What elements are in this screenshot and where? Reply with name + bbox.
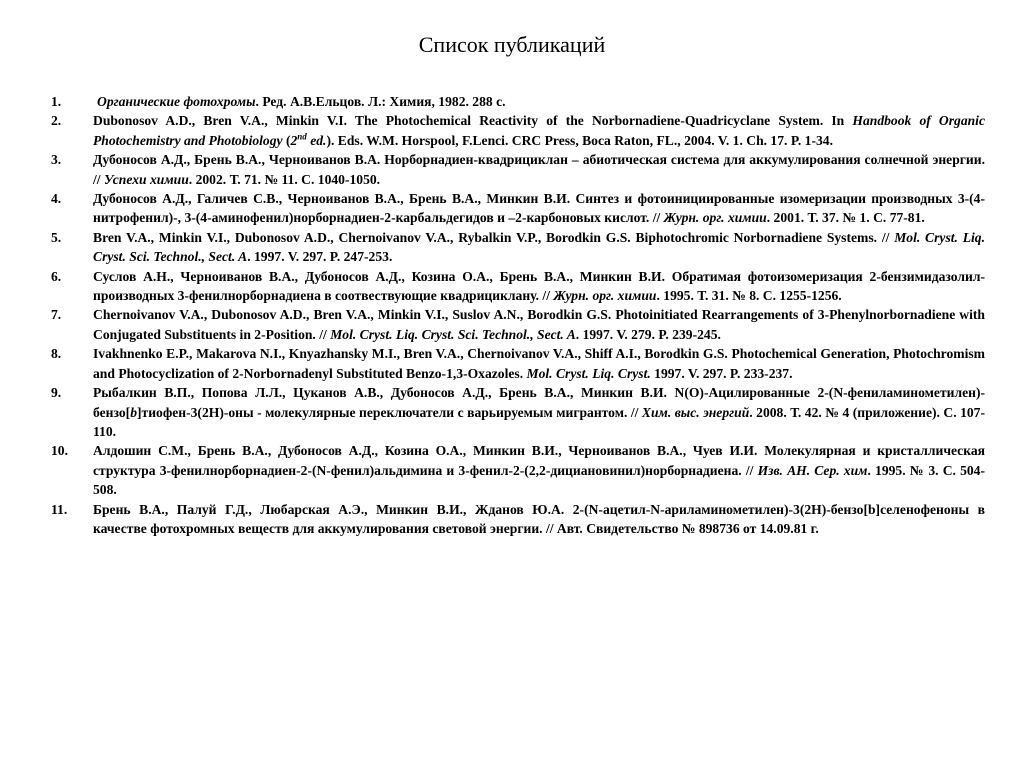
publication-text	[93, 111, 985, 150]
italic-text: Mol. Cryst. Liq. Cryst.	[526, 365, 651, 381]
plain-text: Суслов А.Н., Черноиванов В.А., Дубоносов А.Д., Козина О.А., Брень В.А., Минкин В.И. Обратимая фотоизомеризация 2-бензимидазолил-производных 3-фенилнорборнадиена в соотвествующие квадрициклану. //	[93, 268, 985, 304]
italic-text: b	[130, 404, 137, 420]
publication-item	[51, 189, 985, 228]
plain-text: Chernoivanov V.A., Dubonosov A.D., Bren V.A., Minkin V.I., Suslov A.N., Borodkin G.S. Photoinitiated Rearrangements of 3-Phenylnorbornadiene with Conjugated Substituents in 2-Position. //	[93, 307, 985, 342]
publication-item	[51, 150, 985, 189]
plain-text: . 1995. № 3. С. 504-508.	[93, 462, 985, 498]
superscript-text: nd	[297, 131, 307, 142]
plain-text: (	[282, 132, 291, 148]
page-title: Список публикаций	[418, 32, 606, 57]
italic-text: Хим. выс. энергий	[641, 404, 750, 420]
plain-text: ). Eds. W.M. Horspool, F.Lenci. CRC Press, Boca Raton, FL., 2004. V. 1. Ch. 17. P. 1-34.	[326, 132, 833, 148]
plain-text: Дубоносов А.Д., Брень В.А., Черноиванов В.А. Норборнадиен-квадрициклан – абиотическая система для аккумулирования солнечной энергии. //	[93, 152, 985, 187]
plain-text: Dubonosov A.D., Bren V.A., Minkin V.I. The Photochemical Reactivity of the Norbornadiene-Quadricyclane System. In	[93, 113, 853, 129]
publication-number: 1.	[51, 94, 62, 109]
publication-text	[93, 150, 985, 189]
plain-text: . 2001. Т. 37. № 1. С. 77-81.	[766, 210, 925, 226]
plain-text: . 1997. V. 279. P. 239-245.	[575, 326, 721, 342]
italic-text: Успехи химии	[103, 171, 189, 187]
publication-number: 3.	[51, 152, 62, 168]
publication-text	[93, 228, 985, 267]
publication-number: 2.	[51, 113, 62, 129]
publication-number: 8.	[51, 346, 62, 362]
italic-text: Журн. орг. химии	[663, 210, 767, 226]
publication-number: 6.	[51, 268, 62, 284]
plain-text: . 1995. Т. 31. № 8. С. 1255-1256.	[656, 288, 842, 304]
plain-text: Дубоносов А.Д., Галичев С.В., Черноиванов В.А., Брень В.А., Минкин В.И. Синтез и фотоинициированные изомеризации производных 3-(4-нитрофенил)-, 3-(4-аминофенил)норборнадиен-2-карбальдегидов и –2-карбоновых кислот. //	[93, 191, 985, 226]
publication-item	[51, 228, 985, 267]
italic-text: Органические фотохромы	[97, 94, 256, 109]
plain-text: ]тиофен-3(2Н)-оны - молекулярные переключатели с варьируемым мигрантом. //	[137, 404, 642, 420]
plain-text: . 1997. V. 297. P. 247-253.	[247, 249, 393, 265]
publication-number: 4.	[51, 191, 62, 207]
plain-text: Bren V.A., Minkin V.I., Dubonosov A.D., Chernoivanov V.A., Rybalkin V.P., Borodkin G.S. Biphotochromic Norbornadiene Systems. //	[93, 229, 895, 245]
publication-text	[93, 189, 985, 228]
plain-text: Алдошин С.М., Брень В.А., Дубоносов А.Д., Козина О.А., Минкин В.И., Черноиванов В.А., Чуев И.И. Молекулярная и кристаллическая структура 3-фенилнорборнадиен-2-(N-фенил)альдимина и 3-фенил-2-(2,2-дицианoвинил)норборнадиена. //	[93, 443, 985, 478]
publication-item	[51, 500, 985, 539]
plain-text: . 2002. Т. 71. № 11. С. 1040-1050.	[188, 171, 381, 187]
italic-text: Журн. орг. химии	[553, 288, 657, 304]
publication-number: 10.	[51, 443, 68, 459]
plain-text: Рыбалкин В.П., Попова Л.Л., Цуканов А.В., Дубоносов А.Д., Брень В.А., Минкин В.И. N(O)-Ацилированные 2-(N-фениламинометилен)-бензо[	[93, 385, 985, 420]
plain-text: Ivakhnenko E.P., Makarova N.I., Knyazhansky M.I., Bren V.A., Chernoivanov V.A., Shiff A.I., Borodkin G.S. Photochemical Generation, Photochromism and Photocyclization of 2-Norbornadenyl Substituted Benzo-1,3-Oxazoles.	[93, 346, 985, 381]
plain-text: Брень В.А., Палуй Г.Д., Любарская А.Э., Минкин В.И., Жданов Ю.А. 2-(N-ацетил-N-ариламинометилен)-3(2Н)-бензо[b]селенофеноны в качестве фотохромных веществ для аккумулирования световой энергии. // Авт. Свидетельство № 898736 от 14.09.81 г.	[93, 501, 985, 536]
publication-item	[51, 344, 985, 383]
italic-text: ed.	[306, 132, 327, 148]
publication-number: 7.	[51, 307, 62, 323]
publication-text	[93, 441, 985, 499]
publication-text	[93, 92, 985, 111]
publication-list	[51, 92, 985, 538]
publication-text	[93, 500, 985, 539]
publication-item	[51, 267, 985, 306]
italic-text: Изв. АН. Сер. хим	[757, 462, 868, 478]
publication-number: 11.	[51, 501, 68, 517]
publication-item	[51, 441, 985, 499]
italic-text: Handbook of Organic Photochemistry and Photobiology	[93, 113, 985, 148]
publication-item	[51, 111, 985, 150]
publication-text	[93, 344, 985, 383]
plain-text: 1997. V. 297. P. 233-237.	[650, 365, 793, 381]
publication-text	[93, 267, 985, 306]
italic-text: 2	[290, 132, 298, 148]
italic-text: Mol. Cryst. Liq. Cryst. Sci. Technol., Sect. A	[330, 326, 576, 342]
publication-text	[93, 305, 985, 344]
publication-text	[93, 383, 985, 441]
italic-text: Mol. Cryst. Liq. Cryst. Sci. Technol., Sect. A	[93, 229, 985, 265]
publication-number: 9.	[51, 385, 62, 401]
publication-number: 5.	[51, 229, 62, 245]
plain-text: . 2008. Т. 42. № 4 (приложение). С. 107-110.	[93, 404, 986, 439]
publication-item	[51, 305, 985, 344]
publication-item	[51, 92, 985, 111]
plain-text: . Ред. А.В.Ельцов. Л.: Химия, 1982. 288 с.	[255, 94, 506, 109]
publication-item	[51, 383, 985, 441]
